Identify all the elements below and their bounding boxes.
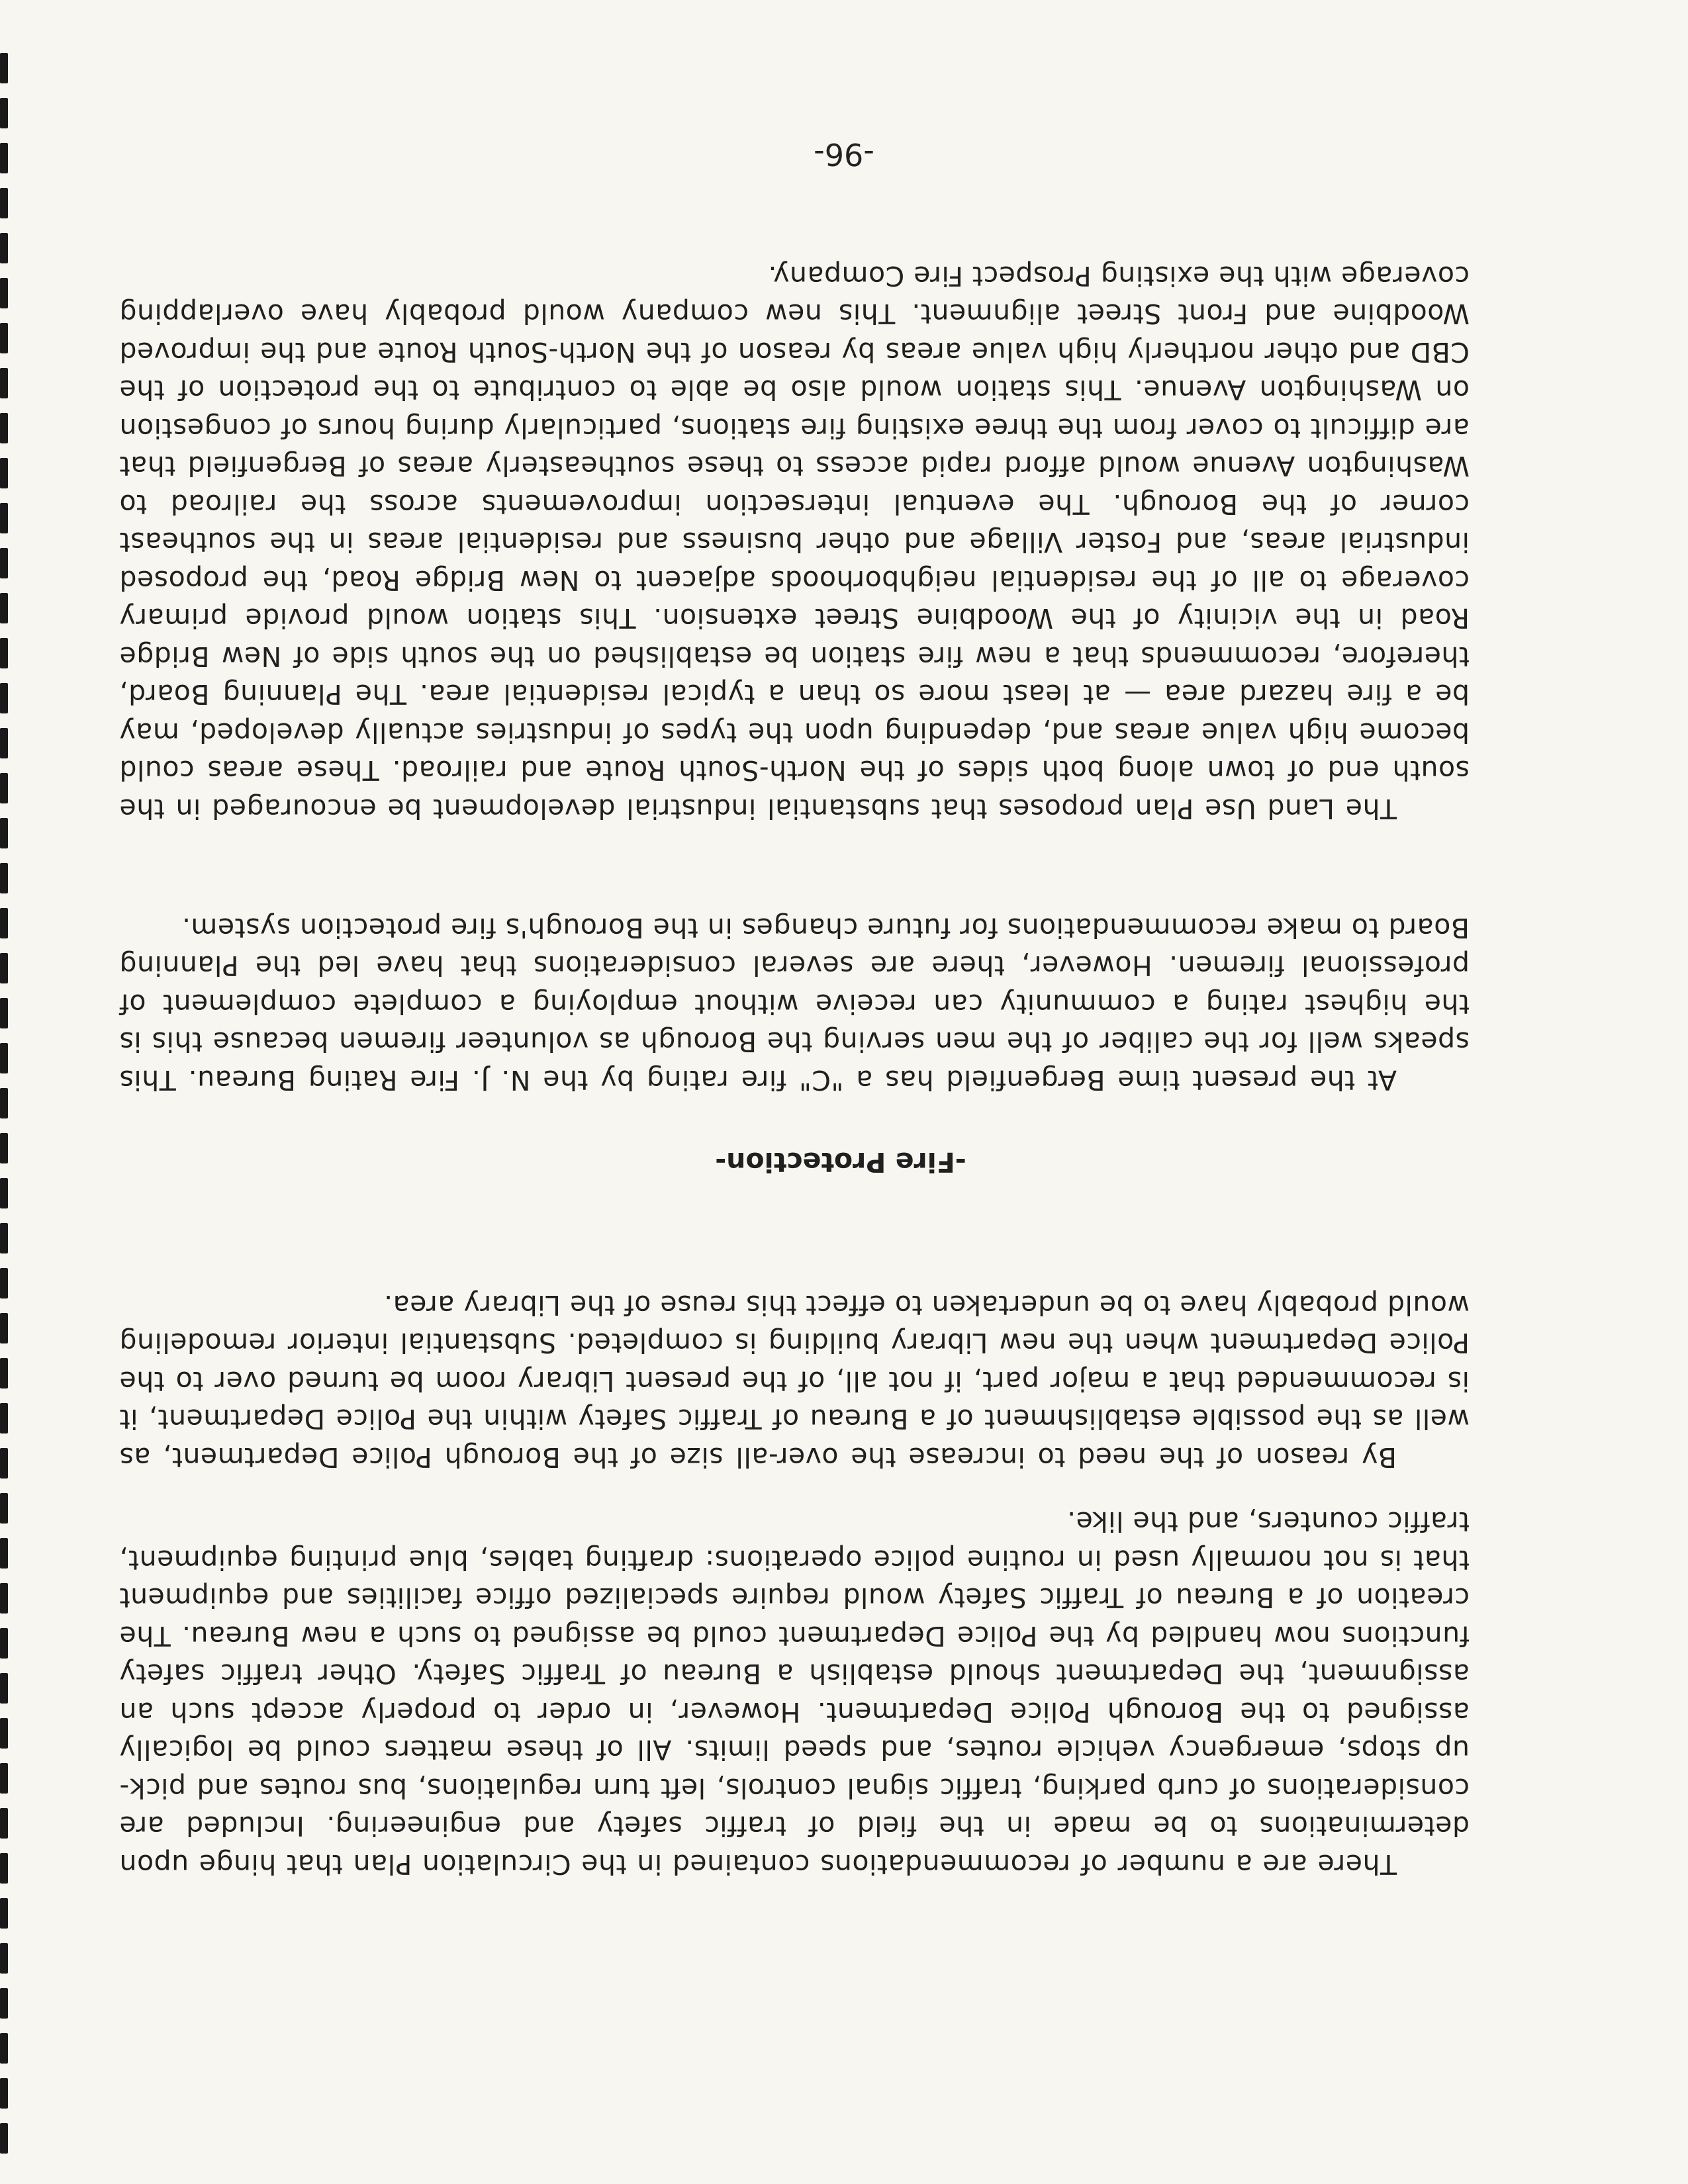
paragraph-library-room: By reason of the need to increase the over-all size of the Borough Police Department, as well as the possible establishment of a Bureau of Traffic Safety within the Police Department, it is recommended that a major part, if not all, of the present Library room be turned over to the Police Department when the new Library building is completed. Substantial interior remodeling would probably have to be undertaken to effect this reuse of the Library area. bbox=[119, 1289, 1470, 1473]
section-heading: -Fire Protection- bbox=[715, 1146, 966, 1178]
paragraph-traffic-safety: There are a number of recommendations contained in the Circulation Plan that hinge upon determinations to be made in the field of traffic safety and engineering. Included are considerations of curb parking, traffic signal controls, left turn regulations, bus routes and pick-up stops, emergency vehicle routes, and speed limits. All of these matters could be logically assigned to the Borough Police Department. However, in order to properly accept such an assignment, the Department should establish a Bureau of Traffic Safety. Other traffic safety functions now handled by the Police Department could be assigned to such a new Bureau. The creation of a Bureau of Traffic Safety would require specialized office facilities and equipment that is not normally used in routine police operations: drafting tables, blue printing equipment, traffic counters, and the like. bbox=[119, 1506, 1470, 1880]
paragraph-fire-rating: At the present time Bergenfield has a "C" fire rating by the N. J. Fire Rating Bureau. This speaks well for the caliber of the men serving the Borough as volunteer firemen because this is the highest rating a community can receive without employing a complete complement of professional firemen. However, there are several considerations that have led the Planning Board to make recommendations for future changes in the Borough's fire protection system. bbox=[119, 912, 1470, 1096]
paragraph-new-fire-station: The Land Use Plan proposes that substantial industrial development be encouraged in the south end of town along both sides of the North-South Route and railroad. These areas could become high value areas and, depending upon the types of industries actually developed, may be a fire hazard area — at least more so than a typical residential area. The Planning Board, therefore, recommends that a new fire station be established on the south side of New Bridge Road in the vicinity of the Woodbine Street extension. This station would provide primary coverage to all of the residential neighborhoods adjacent to New Bridge Road, the proposed industrial areas, and Foster Village and other business and residential areas in the southeast corner of the Borough. The eventual intersection improvements across the railroad to Washington Avenue would afford rapid access to these southeasterly areas of Bergenfield that are difficult to cover from the three existing fire stations, particularly during hours of congestion on Washington Avenue. This station would also be able to contribute to the protection of the CBD and other northerly high value areas by reason of the North-South Route and the improved Woodbine and Front Street alignment. This new company would probably have overlapping coverage with the existing Prospect Fire Company. bbox=[119, 260, 1470, 825]
page-number: -96- bbox=[814, 136, 874, 172]
